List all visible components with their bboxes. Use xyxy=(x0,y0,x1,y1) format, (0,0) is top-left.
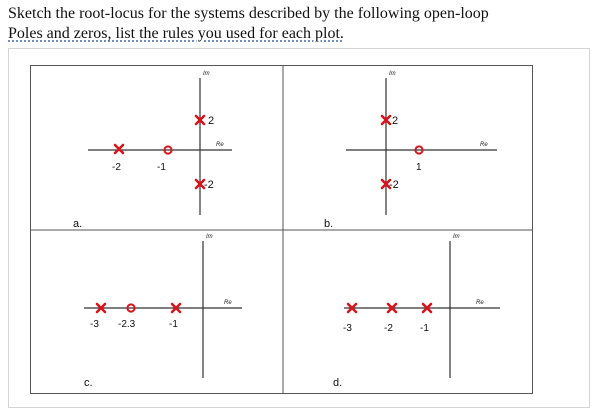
pole-label: -2 xyxy=(112,162,121,173)
imag-axis-label: Im xyxy=(206,234,213,240)
question-line-1: Sketch the root-locus for the systems described by the following open-loop xyxy=(8,5,489,22)
pole-marker xyxy=(115,145,123,153)
real-axis-label: Re xyxy=(480,142,488,148)
imag-axis-label: Im xyxy=(453,234,460,240)
real-axis-label: Re xyxy=(224,300,232,306)
question-line-2: Poles and zeros, list the rules you used for each plot. xyxy=(8,25,344,42)
panel-label: b. xyxy=(324,218,334,230)
real-axis-label: Re xyxy=(476,300,484,306)
panel-label: d. xyxy=(333,377,343,389)
panel-b xyxy=(324,71,497,230)
pole-label: -3 xyxy=(90,319,99,330)
panel-c xyxy=(84,234,242,389)
panel-label: c. xyxy=(84,377,93,389)
imag-axis-label: Im xyxy=(203,71,210,77)
panel-d xyxy=(333,234,500,389)
zero-label: -1 xyxy=(157,162,166,173)
pole-label: -2 xyxy=(389,179,399,191)
pole-label: -3 xyxy=(343,323,352,334)
zero-label: 1 xyxy=(416,162,422,173)
pole-label: -1 xyxy=(420,323,429,334)
pole-label: -1 xyxy=(169,319,178,330)
pole-label: -2 xyxy=(384,323,393,334)
pole-label: 2 xyxy=(392,115,399,127)
pole-label: 2 xyxy=(208,115,215,127)
real-axis-label: Re xyxy=(216,142,224,148)
panel-a xyxy=(73,71,232,230)
panel-label: a. xyxy=(73,218,83,230)
pole-label: -2 xyxy=(204,179,214,191)
imag-axis-label: Im xyxy=(389,71,396,77)
zero-label: -2.3 xyxy=(118,319,136,330)
